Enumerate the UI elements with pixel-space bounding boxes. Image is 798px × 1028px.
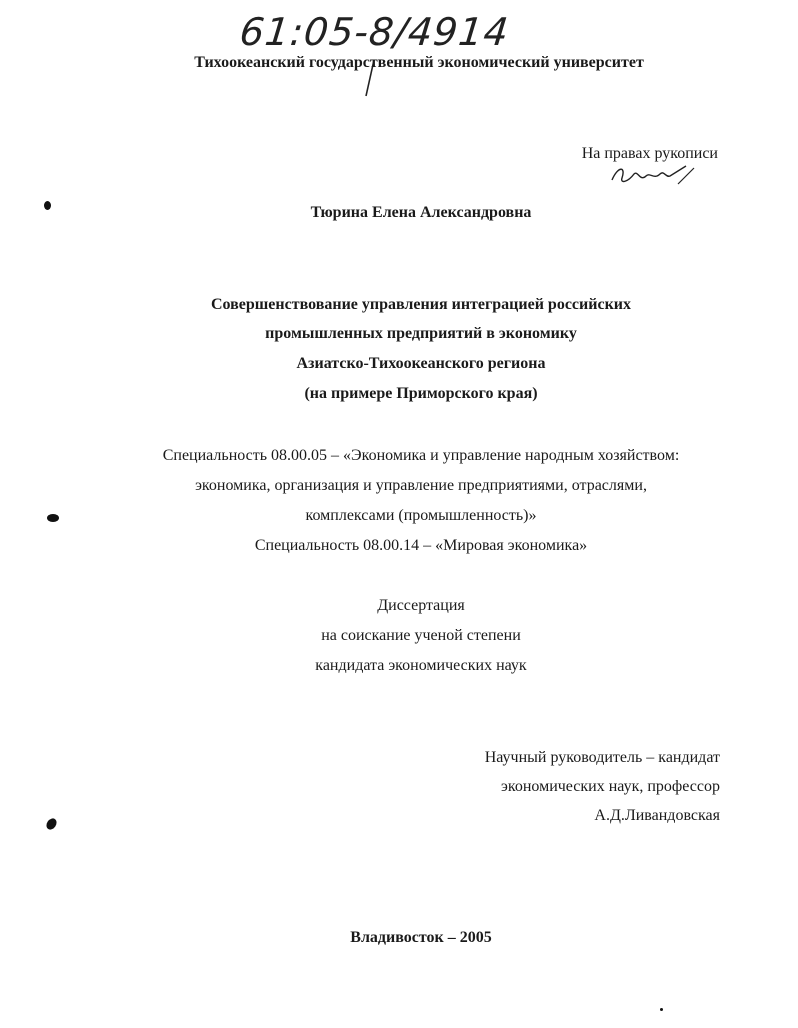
scan-speck [44, 201, 51, 210]
dissertation-line-1: Диссертация [377, 597, 465, 614]
rights-label: На правах рукописи [581, 145, 718, 162]
university-name: Тихоокеанский государственный экономический университет [194, 54, 644, 71]
author-name: Тюрина Елена Александровна [310, 204, 532, 221]
dissertation-line-3: кандидата экономических наук [315, 657, 527, 674]
scan-speck [47, 514, 59, 522]
archive-number: 61:05-8/4914 [237, 10, 512, 54]
title-line-1: Совершенствование управления интеграцией российских [210, 296, 631, 313]
specialty-line-3: комплексами (промышленность)» [305, 507, 537, 524]
title-line-3: Азиатско-Тихоокеанского региона [296, 355, 546, 372]
supervisor-line-2: экономических наук, профессор [500, 778, 720, 795]
specialty-line-1: Специальность 08.00.05 – «Экономика и управление народным хозяйством: [162, 447, 680, 464]
title-line-4: (на примере Приморского края) [304, 385, 538, 402]
specialty-line-2: экономика, организация и управление предприятиями, отраслями, [195, 477, 647, 494]
city-year: Владивосток – 2005 [350, 929, 492, 946]
supervisor-line-3: А.Д.Ливандовская [594, 807, 720, 824]
title-line-2: промышленных предприятий в экономику [265, 325, 577, 342]
specialty-line-4: Специальность 08.00.14 – «Мировая экономика» [254, 537, 588, 554]
scan-speck [44, 817, 58, 832]
scan-speck [660, 1008, 663, 1011]
dissertation-line-2: на соискание ученой степени [321, 627, 521, 644]
supervisor-line-1: Научный руководитель – кандидат [484, 749, 720, 766]
signature [608, 162, 698, 192]
